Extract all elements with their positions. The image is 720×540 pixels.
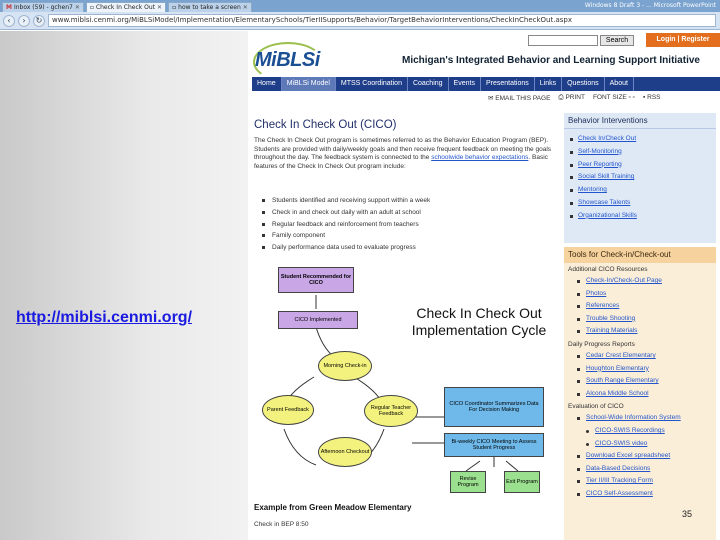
sidebar-link[interactable]: Data-Based Decisions (586, 463, 716, 476)
close-icon[interactable]: ✕ (242, 4, 248, 11)
section-heading: Evaluation of CICO (568, 403, 624, 411)
sidebar-link[interactable]: Social Skill Training (578, 171, 716, 184)
page-icon: ▫ (172, 4, 177, 11)
sidebar-sublink[interactable]: CICO-SWIS video (595, 438, 716, 451)
coordinator-box (444, 387, 544, 427)
sidebar-link[interactable]: Training Materials (586, 325, 716, 338)
nav-miblsi-model[interactable]: MiBLSi Model (282, 77, 336, 91)
resources-list (564, 275, 716, 338)
student-recommended-box (278, 267, 354, 293)
nav-links[interactable]: Links (535, 77, 562, 91)
sidebar-link[interactable]: Check In/Check Out (578, 133, 716, 146)
nav-home[interactable]: Home (252, 77, 282, 91)
sidebar-link[interactable]: Cedar Crest Elementary (586, 350, 716, 363)
behavior-interventions-list (564, 129, 716, 223)
section-heading: Additional CICO Resources (568, 266, 648, 273)
main-nav (252, 77, 720, 91)
slide-url-link[interactable]: http://miblsi.cenmi.org/ (16, 309, 193, 326)
box-label: Revise Program (457, 475, 479, 488)
tab-label: how to take a screen (178, 4, 241, 11)
sidebar-sublink[interactable]: CICO-SWIS Recordings (595, 425, 716, 438)
sidebar-link[interactable]: CICO Self-Assessment (586, 488, 716, 501)
list-item: Family component (262, 230, 562, 242)
browser-tab-bar (0, 0, 720, 12)
sidebar-link[interactable]: Mentoring (578, 184, 716, 197)
teacher-feedback-oval (364, 395, 418, 427)
oval-label: Regular Teacher Feedback (370, 404, 412, 417)
slide-page-number: 35 (682, 509, 693, 519)
cycle-title (404, 305, 554, 339)
nav-mtss-coordination[interactable]: MTSS Coordination (336, 77, 408, 91)
close-icon[interactable]: ✕ (157, 4, 163, 11)
font-size-label: FONT SIZE (592, 94, 627, 101)
parent-feedback-oval (262, 395, 314, 425)
forward-icon[interactable]: › (18, 15, 30, 27)
list-item: Students identified and receiving support within a week (262, 195, 562, 207)
box-label: Student Recommended for CICO (280, 273, 352, 286)
afternoon-checkout-oval (318, 437, 372, 467)
cico-implemented-box (278, 311, 358, 329)
section-heading: Daily Progress Reports (568, 340, 635, 348)
intro-paragraph (254, 137, 559, 171)
email-page-link[interactable]: ✉ EMAIL THIS PAGE (488, 95, 551, 102)
email-label: EMAIL THIS PAGE (495, 95, 551, 102)
features-list (262, 195, 562, 254)
sidebar-link[interactable]: Self-Monitoring (578, 146, 716, 159)
intro-text: . Basic features of the Check In Check Out program include: (254, 154, 548, 170)
sidebar-link[interactable]: Trouble Shooting (586, 313, 716, 326)
print-link[interactable]: ⎙ PRINT (558, 94, 585, 101)
box-label: Exit Program (506, 478, 538, 485)
site-logo[interactable]: MiBLSi (255, 49, 320, 71)
sidebar-link[interactable]: Showcase Talents (578, 197, 716, 210)
nav-presentations[interactable]: Presentations (481, 77, 535, 91)
cycle-title-line: Implementation Cycle (411, 322, 547, 338)
example-caption: Example from Green Meadow Elementary (254, 503, 412, 512)
nav-questions[interactable]: Questions (562, 77, 605, 91)
panel-title: Tools for Check-in/Check-out (564, 247, 716, 263)
sidebar-link[interactable]: Organizational Skills (578, 210, 716, 223)
page-title: Check In Check Out (CICO) (254, 119, 397, 131)
nav-about[interactable]: About (605, 77, 634, 91)
tools-panel (564, 247, 716, 540)
sidebar-link[interactable]: Check-In/Check-Out Page (586, 275, 716, 288)
rss-link[interactable]: ▪ RSS (643, 94, 661, 101)
sidebar-link[interactable]: Download Excel spreadsheet (586, 450, 716, 463)
slide-left-panel (0, 31, 248, 540)
evaluation-list (564, 412, 716, 500)
intro-text: The Check In Check Out program is sometimes referred to as the Behavior Education Program (BEP). Students are provided with daily/weekly goals and then receive frequent feedback on meeting the goals throughout the day. The feedback system is connected to the (254, 137, 552, 162)
site-title: Michigan's Integrated Behavior and Learning Support Initiative (402, 55, 700, 66)
revise-program-box (450, 471, 486, 493)
oval-label: Morning Check-in (323, 362, 367, 369)
exit-program-box (504, 471, 540, 493)
sidebar-link[interactable]: References (586, 300, 716, 313)
list-item: Check in and check out daily with an adult at school (262, 207, 562, 219)
sidebar-link[interactable]: Houghton Elementary (586, 363, 716, 376)
reload-icon[interactable]: ↻ (33, 15, 45, 27)
tab-check-in-check-out[interactable] (86, 2, 166, 12)
font-size-control[interactable]: FONT SIZE ▫ ▫ (592, 94, 635, 101)
back-icon[interactable]: ‹ (3, 15, 15, 27)
rss-label: RSS (647, 94, 661, 101)
panel-title: Behavior Interventions (564, 113, 716, 129)
list-item: Regular feedback and reinforcement from teachers (262, 219, 562, 231)
biweekly-meeting-box (444, 433, 544, 457)
page-tools (488, 94, 661, 102)
sidebar-link[interactable]: Photos (586, 288, 716, 301)
checkin-line: Check in BEP 8:50 (254, 521, 309, 528)
sidebar-link[interactable]: School-Wide Information System (586, 412, 716, 425)
diagram-arrows (254, 267, 554, 499)
cico-cycle-diagram (254, 267, 554, 499)
schoolwide-expectations-link[interactable]: schoolwide behavior expectations (431, 154, 529, 162)
cycle-title-line: Check In Check Out (416, 305, 542, 321)
oval-label: Parent Feedback (267, 406, 309, 413)
tab-inbox[interactable] (2, 2, 84, 12)
print-label: PRINT (565, 94, 585, 101)
tab-label: Check In Check Out (95, 4, 156, 11)
box-label: Bi-weekly CICO Meeting to Assess Student Progress (451, 438, 537, 451)
search-input[interactable] (528, 35, 598, 46)
page-icon: ▫ (89, 4, 94, 11)
sidebar-link[interactable]: Alcona Middle School (586, 388, 716, 401)
window-title: Windows 8 Draft 3 - ... Microsoft PowerPoint (584, 2, 716, 9)
sidebar-link[interactable]: Peer Reporting (578, 159, 716, 172)
tab-screenshot[interactable] (168, 2, 252, 12)
tab-label: Inbox (59) - gchen7 (13, 4, 73, 11)
close-icon[interactable]: ✕ (74, 4, 80, 11)
list-item: Daily performance data used to evaluate progress (262, 242, 562, 254)
box-label: CICO Implemented (294, 316, 342, 323)
url-input[interactable]: www.miblsi.cenmi.org/MiBLSiModel/Implementation/ElementarySchools/TierIISupports/Behavior/TargetBehaviorInterventions/CheckInCheckOut.aspx (48, 14, 716, 27)
sidebar-link[interactable]: South Range Elementary (586, 375, 716, 388)
address-bar (0, 12, 720, 30)
sidebar-link[interactable]: Tier II/III Tracking Form (586, 475, 716, 488)
nav-coaching[interactable]: Coaching (408, 77, 449, 91)
web-page (248, 31, 720, 540)
morning-checkin-oval (318, 351, 372, 381)
login-register-link[interactable]: Login | Register (646, 33, 720, 47)
search-button[interactable]: Search (600, 35, 634, 46)
nav-events[interactable]: Events (449, 77, 481, 91)
oval-label: Afternoon Checkout (320, 448, 370, 455)
behavior-interventions-panel (564, 113, 716, 243)
box-label: CICO Coordinator Summarizes Data For Decision Making (449, 400, 539, 413)
daily-reports-list (564, 350, 716, 400)
gmail-icon: M (6, 4, 12, 11)
